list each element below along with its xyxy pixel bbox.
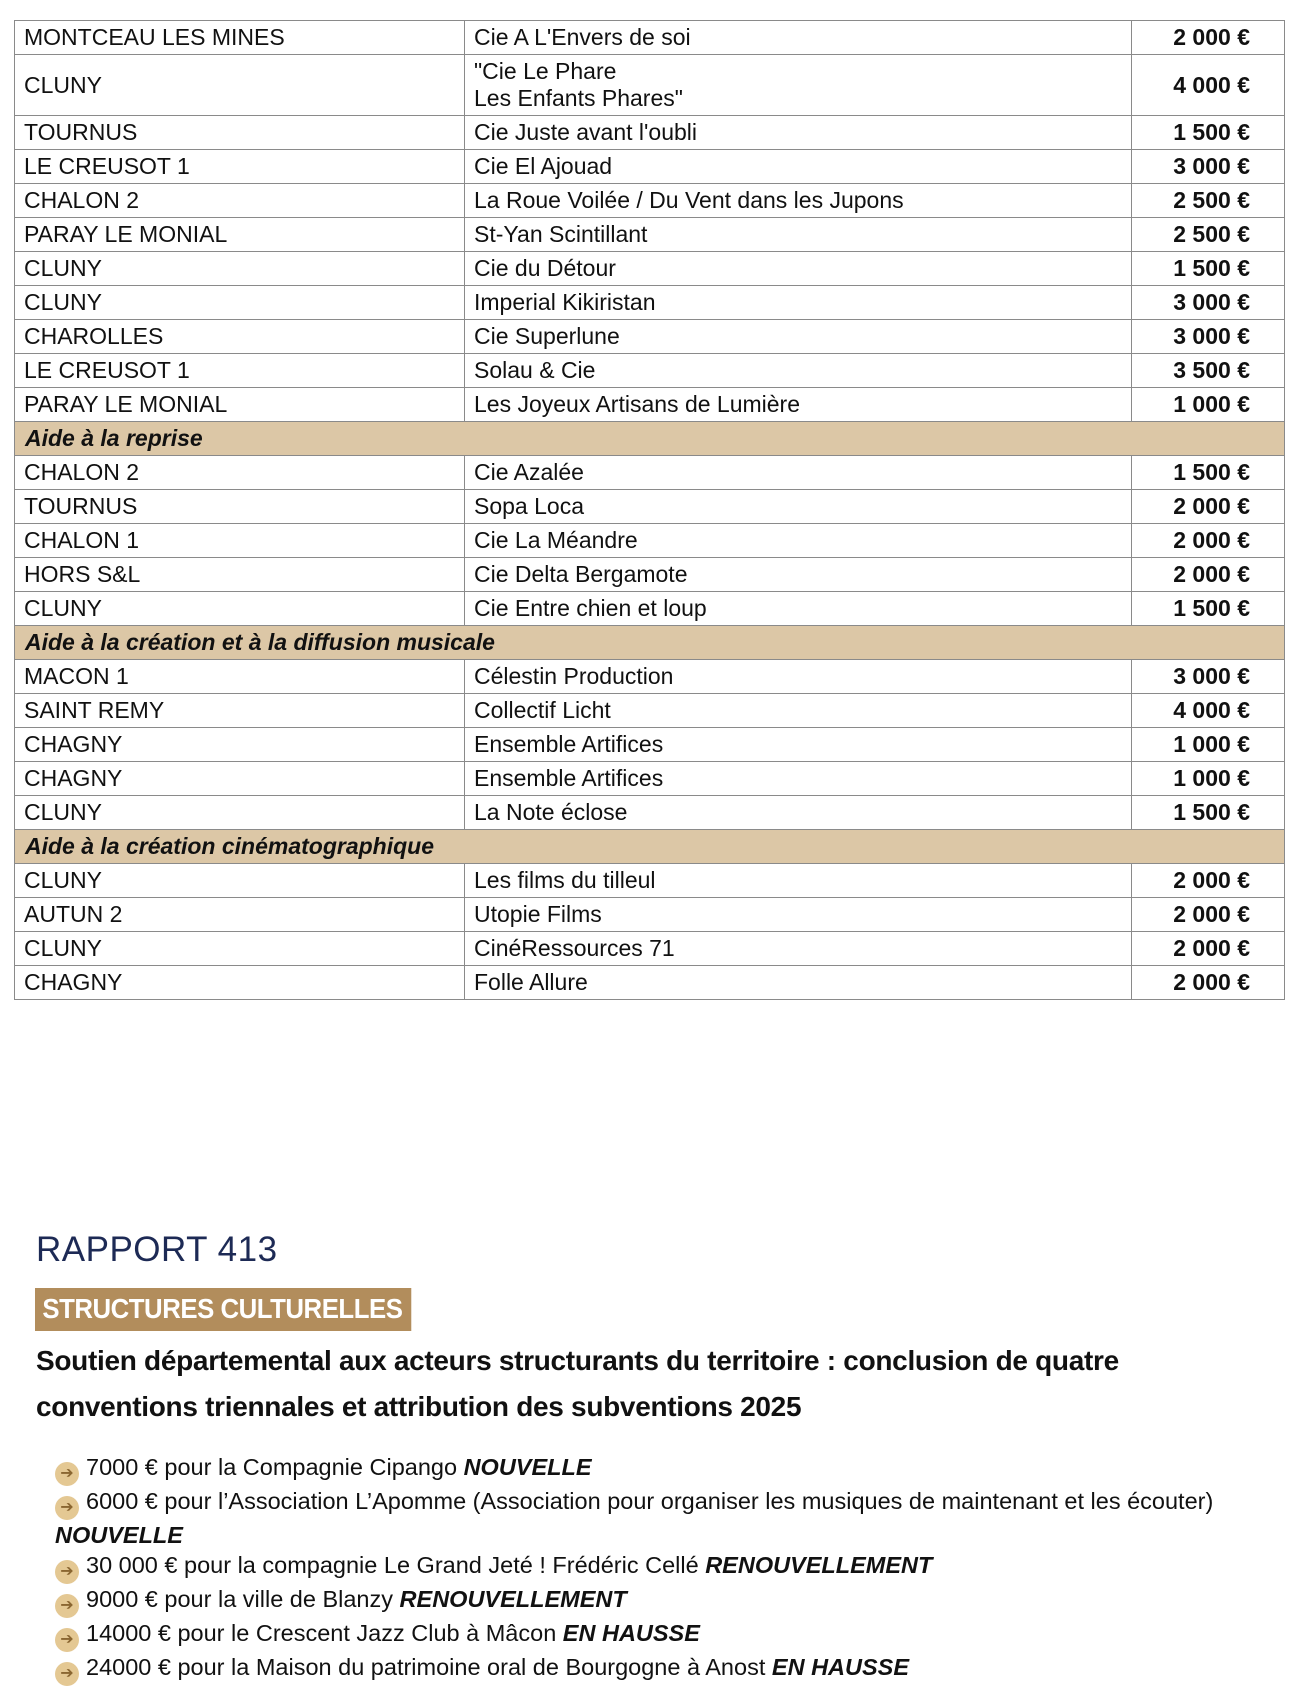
section-title: Aide à la création et à la diffusion musicale bbox=[15, 626, 1285, 660]
amount-cell: 2 000 € bbox=[1132, 864, 1285, 898]
amount-cell: 4 000 € bbox=[1132, 694, 1285, 728]
table-row bbox=[15, 796, 1285, 830]
project-cell: Les films du tilleul bbox=[465, 864, 1132, 898]
project-cell: Cie El Ajouad bbox=[465, 150, 1132, 184]
grants-table bbox=[14, 20, 1285, 1000]
amount-cell: 1 000 € bbox=[1132, 388, 1285, 422]
commune-cell: MACON 1 bbox=[15, 660, 465, 694]
table-row bbox=[15, 660, 1285, 694]
item-text: 24000 € pour la Maison du patrimoine oral de Bourgogne à Anost bbox=[86, 1654, 772, 1680]
table-row bbox=[15, 286, 1285, 320]
project-cell: Cie La Méandre bbox=[465, 524, 1132, 558]
table-row bbox=[15, 864, 1285, 898]
table-row bbox=[15, 524, 1285, 558]
project-cell: Cie Entre chien et loup bbox=[465, 592, 1132, 626]
amount-cell: 3 000 € bbox=[1132, 660, 1285, 694]
commune-cell: CLUNY bbox=[15, 796, 465, 830]
commune-cell: CHAGNY bbox=[15, 762, 465, 796]
project-cell: Solau & Cie bbox=[465, 354, 1132, 388]
table-row bbox=[15, 558, 1285, 592]
table-row bbox=[15, 320, 1285, 354]
amount-cell: 2 000 € bbox=[1132, 932, 1285, 966]
amount-cell: 3 500 € bbox=[1132, 354, 1285, 388]
status-tag: NOUVELLE bbox=[55, 1522, 183, 1548]
arrow-circle-icon: ➔ bbox=[55, 1560, 79, 1584]
amount-cell: 2 000 € bbox=[1132, 524, 1285, 558]
table-row bbox=[15, 490, 1285, 524]
table-row bbox=[15, 762, 1285, 796]
project-cell: Cie A L'Envers de soi bbox=[465, 21, 1132, 55]
item-text: 7000 € pour la Compagnie Cipango bbox=[86, 1454, 464, 1480]
arrow-circle-icon: ➔ bbox=[55, 1628, 79, 1652]
item-text: 6000 € pour l’Association L’Apomme (Association pour organiser les musiques de maintenant et les écouter) bbox=[86, 1488, 1214, 1514]
amount-cell: 1 500 € bbox=[1132, 252, 1285, 286]
project-cell: Cie Azalée bbox=[465, 456, 1132, 490]
list-item bbox=[55, 1652, 1255, 1686]
project-cell: La Roue Voilée / Du Vent dans les Jupons bbox=[465, 184, 1132, 218]
commune-cell: HORS S&L bbox=[15, 558, 465, 592]
commune-cell: LE CREUSOT 1 bbox=[15, 150, 465, 184]
section-title: Aide à la création cinématographique bbox=[15, 830, 1285, 864]
project-cell: Les Joyeux Artisans de Lumière bbox=[465, 388, 1132, 422]
arrow-circle-icon: ➔ bbox=[55, 1594, 79, 1618]
report-headline: Soutien départemental aux acteurs structurants du territoire : conclusion de quatre conventions triennales et attribution des subventions 2025 bbox=[36, 1345, 1119, 1422]
list-item bbox=[55, 1618, 1255, 1652]
table-row bbox=[15, 592, 1285, 626]
commune-cell: LE CREUSOT 1 bbox=[15, 354, 465, 388]
amount-cell: 2 000 € bbox=[1132, 898, 1285, 932]
commune-cell: CHAROLLES bbox=[15, 320, 465, 354]
project-cell: Collectif Licht bbox=[465, 694, 1132, 728]
table-row bbox=[15, 898, 1285, 932]
status-tag: NOUVELLE bbox=[463, 1454, 592, 1480]
amount-cell: 1 500 € bbox=[1132, 456, 1285, 490]
table-row bbox=[15, 21, 1285, 55]
section-title: Aide à la reprise bbox=[15, 422, 1285, 456]
table-row bbox=[15, 55, 1285, 116]
amount-cell: 3 000 € bbox=[1132, 320, 1285, 354]
commune-cell: TOURNUS bbox=[15, 116, 465, 150]
amount-cell: 1 500 € bbox=[1132, 796, 1285, 830]
commune-cell: CHALON 2 bbox=[15, 456, 465, 490]
table-row bbox=[15, 150, 1285, 184]
commune-cell: CHALON 2 bbox=[15, 184, 465, 218]
table-row bbox=[15, 218, 1285, 252]
project-cell: Imperial Kikiristan bbox=[465, 286, 1132, 320]
amount-cell: 2 000 € bbox=[1132, 21, 1285, 55]
commune-cell: CLUNY bbox=[15, 252, 465, 286]
commune-cell: CLUNY bbox=[15, 864, 465, 898]
table-row bbox=[15, 728, 1285, 762]
commune-cell: TOURNUS bbox=[15, 490, 465, 524]
status-tag: RENOUVELLEMENT bbox=[399, 1586, 627, 1612]
amount-cell: 2 500 € bbox=[1132, 184, 1285, 218]
section-header-row bbox=[15, 626, 1285, 660]
amount-cell: 2 000 € bbox=[1132, 966, 1285, 1000]
report-title: RAPPORT 413 bbox=[36, 1230, 278, 1269]
amount-cell: 1 000 € bbox=[1132, 728, 1285, 762]
project-cell: Cie Superlune bbox=[465, 320, 1132, 354]
section-header-row bbox=[15, 422, 1285, 456]
amount-cell: 2 000 € bbox=[1132, 490, 1285, 524]
commune-cell: CLUNY bbox=[15, 592, 465, 626]
item-text: 9000 € pour la ville de Blanzy bbox=[86, 1586, 400, 1612]
amount-cell: 1 000 € bbox=[1132, 762, 1285, 796]
table-row bbox=[15, 252, 1285, 286]
commune-cell: CLUNY bbox=[15, 932, 465, 966]
project-cell: CinéRessources 71 bbox=[465, 932, 1132, 966]
list-item bbox=[55, 1550, 1255, 1584]
project-cell: Folle Allure bbox=[465, 966, 1132, 1000]
amount-cell: 1 500 € bbox=[1132, 116, 1285, 150]
amount-cell: 3 000 € bbox=[1132, 286, 1285, 320]
project-cell: Sopa Loca bbox=[465, 490, 1132, 524]
project-cell: Ensemble Artifices bbox=[465, 728, 1132, 762]
project-cell: St-Yan Scintillant bbox=[465, 218, 1132, 252]
commune-cell: CHAGNY bbox=[15, 966, 465, 1000]
project-cell: La Note éclose bbox=[465, 796, 1132, 830]
amount-cell: 4 000 € bbox=[1132, 55, 1285, 116]
arrow-circle-icon: ➔ bbox=[55, 1496, 79, 1520]
commune-cell: PARAY LE MONIAL bbox=[15, 218, 465, 252]
status-tag: EN HAUSSE bbox=[771, 1654, 910, 1680]
status-tag: EN HAUSSE bbox=[562, 1620, 700, 1646]
arrow-circle-icon: ➔ bbox=[55, 1662, 79, 1686]
project-cell: Célestin Production bbox=[465, 660, 1132, 694]
table-row bbox=[15, 116, 1285, 150]
list-item bbox=[55, 1584, 1255, 1618]
status-tag: RENOUVELLEMENT bbox=[705, 1552, 933, 1578]
table-row bbox=[15, 184, 1285, 218]
commune-cell: CLUNY bbox=[15, 286, 465, 320]
item-text: 14000 € pour le Crescent Jazz Club à Mâcon bbox=[86, 1620, 563, 1646]
commune-cell: AUTUN 2 bbox=[15, 898, 465, 932]
item-text: 30 000 € pour la compagnie Le Grand Jeté ! Frédéric Cellé bbox=[86, 1552, 706, 1578]
table-row bbox=[15, 456, 1285, 490]
table-row bbox=[15, 694, 1285, 728]
amount-cell: 2 000 € bbox=[1132, 558, 1285, 592]
amount-cell: 3 000 € bbox=[1132, 150, 1285, 184]
amount-cell: 2 500 € bbox=[1132, 218, 1285, 252]
section-header-row bbox=[15, 830, 1285, 864]
commune-cell: MONTCEAU LES MINES bbox=[15, 21, 465, 55]
commune-cell: PARAY LE MONIAL bbox=[15, 388, 465, 422]
commune-cell: SAINT REMY bbox=[15, 694, 465, 728]
project-cell: Cie Juste avant l'oubli bbox=[465, 116, 1132, 150]
commune-cell: CHAGNY bbox=[15, 728, 465, 762]
arrow-circle-icon: ➔ bbox=[55, 1462, 79, 1486]
subsidy-list bbox=[55, 1452, 1255, 1686]
project-cell: Utopie Films bbox=[465, 898, 1132, 932]
list-item bbox=[55, 1452, 1255, 1486]
table-row bbox=[15, 966, 1285, 1000]
project-cell: Ensemble Artifices bbox=[465, 762, 1132, 796]
category-badge: STRUCTURES CULTURELLES bbox=[35, 1288, 412, 1331]
table-row bbox=[15, 354, 1285, 388]
table-row bbox=[15, 388, 1285, 422]
list-item bbox=[55, 1486, 1255, 1550]
table-row bbox=[15, 932, 1285, 966]
project-cell: "Cie Le Phare Les Enfants Phares" bbox=[465, 55, 1132, 116]
project-cell: Cie du Détour bbox=[465, 252, 1132, 286]
commune-cell: CLUNY bbox=[15, 55, 465, 116]
project-cell: Cie Delta Bergamote bbox=[465, 558, 1132, 592]
commune-cell: CHALON 1 bbox=[15, 524, 465, 558]
amount-cell: 1 500 € bbox=[1132, 592, 1285, 626]
